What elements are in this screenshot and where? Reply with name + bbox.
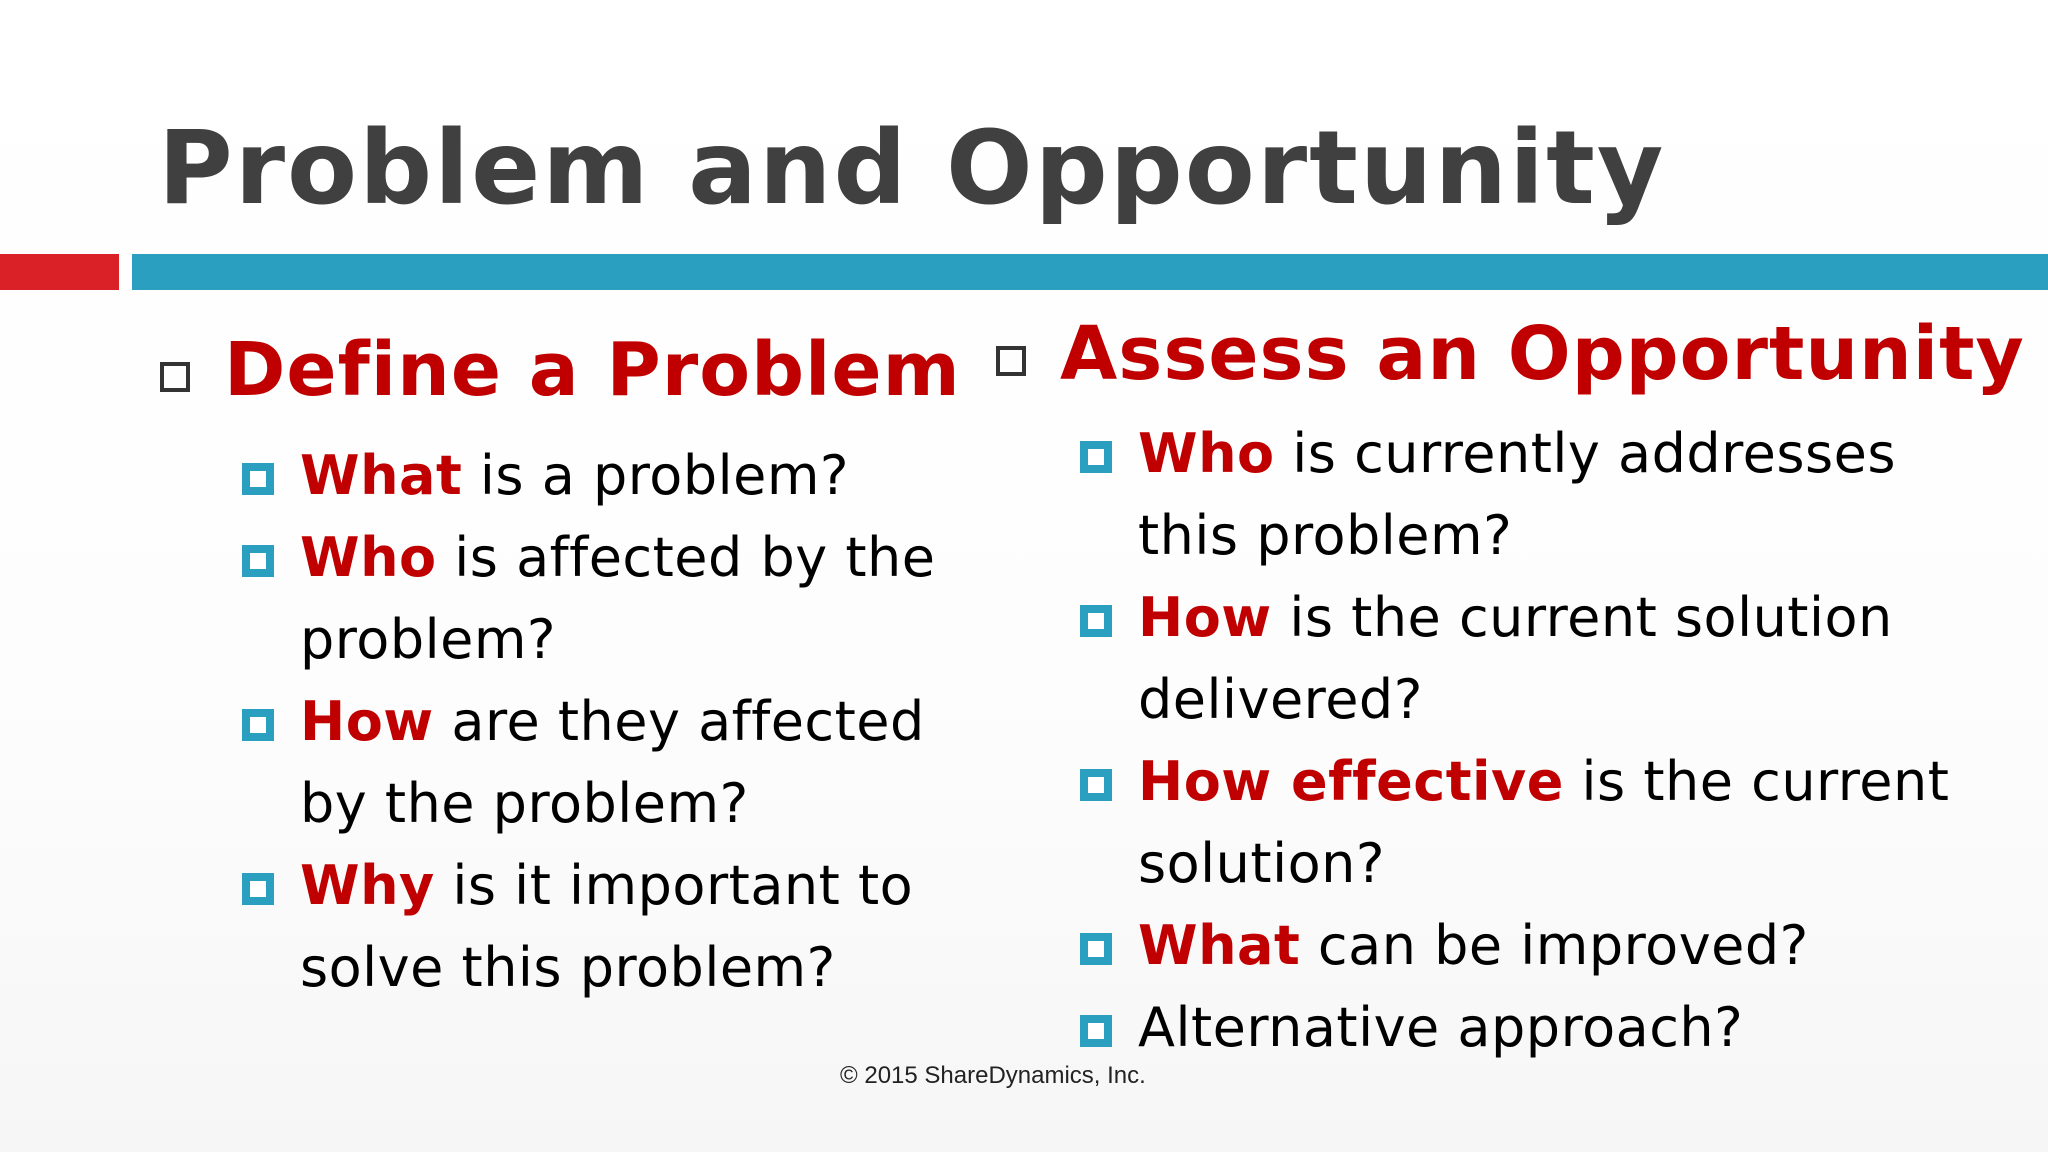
item-text: is a problem? xyxy=(462,443,850,507)
list-item xyxy=(1080,741,2000,905)
list-item xyxy=(1080,987,2000,1069)
right-column xyxy=(996,310,2036,1069)
item-keyword: What xyxy=(300,443,463,507)
item-keyword: How xyxy=(1138,585,1272,649)
item-keyword: How effective xyxy=(1138,749,1564,813)
list-item xyxy=(1080,905,2000,987)
item-text: is the current solution? xyxy=(1138,749,1950,895)
left-heading-row xyxy=(160,326,960,415)
square-bullet-icon xyxy=(242,463,274,495)
square-bullet-icon xyxy=(1080,933,1112,965)
item-keyword: What xyxy=(1138,913,1301,977)
accent-bar-blue xyxy=(132,254,2048,290)
item-text: is it important to solve this problem? xyxy=(300,853,914,999)
square-bullet-icon xyxy=(1080,769,1112,801)
item-text: Alternative approach? xyxy=(1138,995,1744,1059)
item-text: is affected by the problem? xyxy=(300,525,936,671)
square-bullet-icon xyxy=(1080,1015,1112,1047)
left-column xyxy=(160,326,960,1009)
left-item-list xyxy=(242,435,962,1009)
slide-title: Problem and Opportunity xyxy=(158,109,1666,228)
item-text: are they affected by the problem? xyxy=(300,689,925,835)
item-keyword: Who xyxy=(300,525,437,589)
list-item xyxy=(242,681,962,845)
item-keyword: How xyxy=(300,689,434,753)
left-heading: Define a Problem xyxy=(224,327,961,413)
square-bullet-icon xyxy=(1080,441,1112,473)
square-bullet-icon xyxy=(242,873,274,905)
item-keyword: Who xyxy=(1138,421,1275,485)
copyright-footer: © 2015 ShareDynamics, Inc. xyxy=(840,1062,1146,1089)
list-item xyxy=(1080,577,2000,741)
list-item xyxy=(242,845,962,1009)
square-bullet-icon xyxy=(242,545,274,577)
list-item xyxy=(1080,413,2000,577)
item-text: is the current solution delivered? xyxy=(1138,585,1893,731)
right-heading: Assess an Opportunity xyxy=(1060,311,2025,397)
right-item-list xyxy=(1080,413,2000,1069)
accent-bar-red xyxy=(0,254,119,290)
list-item xyxy=(242,517,962,681)
square-bullet-icon xyxy=(242,709,274,741)
list-item xyxy=(242,435,962,517)
item-keyword: Why xyxy=(300,853,435,917)
square-bullet-icon xyxy=(160,362,190,392)
item-text: is currently addresses this problem? xyxy=(1138,421,1897,567)
square-bullet-icon xyxy=(996,346,1026,376)
square-bullet-icon xyxy=(1080,605,1112,637)
item-text: can be improved? xyxy=(1300,913,1809,977)
right-heading-row xyxy=(996,310,2036,399)
